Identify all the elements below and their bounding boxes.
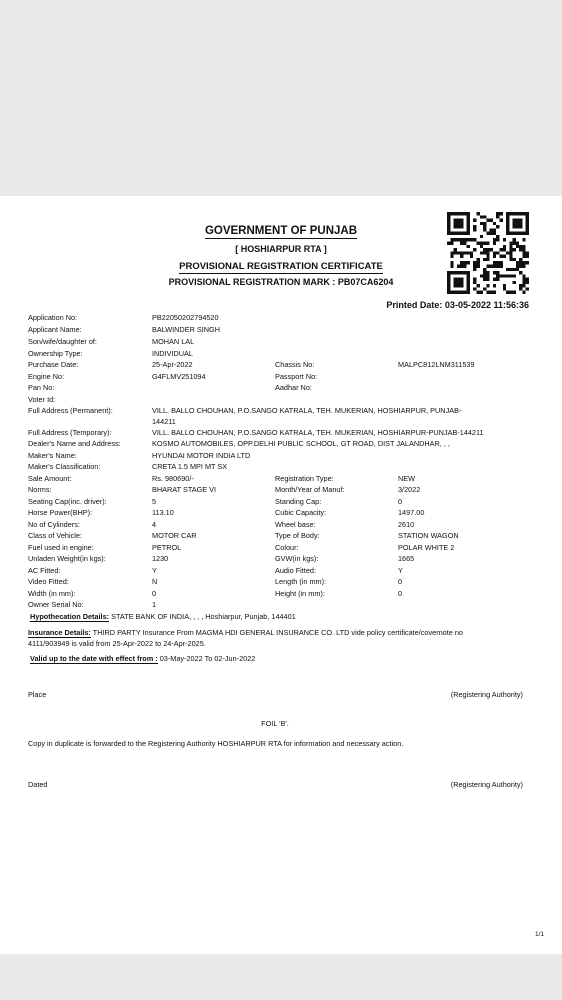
rta-name: [ HOSHIARPUR RTA ] — [235, 244, 327, 254]
label-video-fitted: Video Fitted: — [28, 577, 69, 586]
validity-details — [30, 653, 255, 664]
value-maker: HYUNDAI MOTOR INDIA LTD — [152, 451, 251, 460]
label-width: Width (in mm): — [28, 589, 76, 598]
label-norms: Norms: — [28, 485, 52, 494]
value-length: 0 — [398, 577, 403, 586]
label-address-temporary: Full Address (Temporary): — [28, 428, 112, 437]
label-applicant-name: Applicant Name: — [28, 325, 82, 334]
label-dealer: Dealer's Name and Address: — [28, 439, 121, 448]
label-engine-no: Engine No: — [28, 372, 65, 381]
value-wheel-base: 2610 — [398, 520, 415, 529]
value-height: 0 — [398, 589, 403, 598]
printed-date: Printed Date: 03-05-2022 11:56:36 — [386, 300, 529, 310]
value-video-fitted: N — [152, 577, 158, 586]
value-relation: MOHAN LAL — [152, 337, 195, 346]
label-standing: Standing Cap: — [275, 497, 322, 506]
qr-code-icon — [447, 212, 529, 294]
value-horse-power: 113.10 — [152, 508, 174, 517]
label-body-type: Type of Body: — [275, 531, 320, 540]
label-ac-fitted: AC Fitted: — [28, 566, 61, 575]
label-owner-serial: Owner Serial No: — [28, 600, 84, 609]
label-purchase-date: Purchase Date: — [28, 360, 79, 369]
label-vehicle-class: Class of Vehicle: — [28, 531, 82, 540]
label-cubic-capacity: Cubic Capacity: — [275, 508, 327, 517]
insurance-label: Insurance Details: — [28, 628, 91, 637]
value-norms: BHARAT STAGE VI — [152, 485, 217, 494]
label-voter-id: Voter Id: — [28, 395, 56, 404]
label-height: Height (in mm): — [275, 589, 325, 598]
government-title: GOVERNMENT OF PUNJAB — [204, 225, 358, 237]
value-sale-amount: Rs. 980690/- — [152, 474, 194, 483]
value-applicant-name: BALWINDER SINGH — [152, 325, 220, 334]
insurance-details — [28, 627, 528, 649]
label-colour: Colour: — [275, 543, 299, 552]
certificate-page — [0, 196, 562, 954]
registering-authority-2: (Registering Authority) — [450, 780, 523, 789]
label-passport-no: Passport No: — [275, 372, 318, 381]
registering-authority-1: (Registering Authority) — [450, 690, 523, 699]
value-manuf: 3/2022 — [398, 485, 421, 494]
label-relation: Son/wife/daughter of: — [28, 337, 97, 346]
label-horse-power: Horse Power(BHP): — [28, 508, 93, 517]
label-application-no: Application No: — [28, 313, 78, 322]
label-aadhar-no: Aadhar No: — [275, 383, 312, 392]
value-fuel: PETROL — [152, 543, 182, 552]
value-audio-fitted: Y — [398, 566, 403, 575]
value-address-permanent: VILL. BALLO CHOUHAN, P.O.SANGO KATRALA, TEH. MUKERIAN, HOSHIARPUR, PUNJAB- — [152, 406, 462, 415]
label-maker: Maker's Name: — [28, 451, 77, 460]
value-chassis-no: MALPC812LNM311539 — [398, 360, 475, 369]
label-seating: Seating Cap(inc. driver): — [28, 497, 107, 506]
value-maker-class: CRETA 1.5 MPI MT SX — [152, 462, 228, 471]
value-registration-type: NEW — [398, 474, 416, 483]
label-chassis-no: Chassis No: — [275, 360, 315, 369]
label-manuf: Month/Year of Manuf: — [275, 485, 345, 494]
insurance-value: THIRD PARTY Insurance From MAGMA HDI GENERAL INSURANCE CO. LTD vide policy certificate/covernote no — [90, 628, 463, 637]
value-engine-no: G4FLMV251094 — [152, 372, 206, 381]
label-ownership-type: Ownership Type: — [28, 349, 83, 358]
copy-note: Copy in duplicate is forwarded to the Registering Authority HOSHIARPUR RTA for information and necessary action. — [28, 739, 404, 748]
value-owner-serial: 1 — [152, 600, 157, 609]
value-address-temporary: VILL. BALLO CHOUHAN, P.O.SANGO KATRALA, TEH. MUKERIAN, HOSHIARPUR-PUNJAB-144211 — [152, 428, 484, 437]
value-gvw: 1665 — [398, 554, 415, 563]
value-unladen-weight: 1230 — [152, 554, 169, 563]
label-cylinders: No of Cylinders: — [28, 520, 80, 529]
label-fuel: Fuel used in engine: — [28, 543, 94, 552]
certificate-title: PROVISIONAL REGISTRATION CERTIFICATE — [179, 261, 383, 272]
label-registration-type: Registration Type: — [275, 474, 334, 483]
validity-label: Valid up to the date with effect from : — [30, 654, 158, 663]
label-audio-fitted: Audio Fitted: — [275, 566, 316, 575]
value-cylinders: 4 — [152, 520, 157, 529]
label-address-permanent: Full Address (Permanent): — [28, 406, 113, 415]
label-wheel-base: Wheel base: — [275, 520, 316, 529]
insurance-value-cont: 4111/903949 is valid from 25-Apr-2022 to 24-Apr-2025. — [28, 639, 206, 648]
page-number: 1/1 — [534, 931, 544, 938]
value-ac-fitted: Y — [152, 566, 157, 575]
registration-mark: PROVISIONAL REGISTRATION MARK : PB07CA6204 — [168, 277, 394, 287]
label-maker-class: Maker's Classification: — [28, 462, 101, 471]
foil-label: FOIL 'B'. — [261, 719, 289, 728]
value-address-permanent-cont: 144211 — [152, 417, 176, 426]
label-gvw: GVW(in kgs): — [275, 554, 319, 563]
value-body-type: STATION WAGON — [398, 531, 459, 540]
hypothecation-value: STATE BANK OF INDIA, , , , Hoshiarpur, Punjab, 144401 — [109, 612, 296, 621]
hypothecation-details — [30, 611, 296, 622]
value-cubic-capacity: 1497.00 — [398, 508, 425, 517]
label-length: Length (in mm): — [275, 577, 327, 586]
label-unladen-weight: Unladen Weight(in kgs): — [28, 554, 106, 563]
place-label: Place — [28, 690, 47, 699]
label-sale-amount: Sale Amount: — [28, 474, 72, 483]
value-purchase-date: 25-Apr-2022 — [152, 360, 193, 369]
value-dealer: KOSMO AUTOMOBILES, OPP.DELHI PUBLIC SCHOOL, GT ROAD, DIST JALANDHAR, , , — [152, 439, 450, 448]
validity-value: 03-May-2022 To 02-Jun-2022 — [157, 654, 256, 663]
value-ownership-type: INDIVIDUAL — [152, 349, 193, 358]
value-seating: 5 — [152, 497, 157, 506]
value-standing: 0 — [398, 497, 403, 506]
value-application-no: PB22050202794520 — [152, 313, 219, 322]
value-width: 0 — [152, 589, 157, 598]
value-vehicle-class: MOTOR CAR — [152, 531, 197, 540]
label-pan-no: Pan No: — [28, 383, 55, 392]
value-colour: POLAR WHITE 2 — [398, 543, 455, 552]
dated-label: Dated — [28, 780, 48, 789]
hypothecation-label: Hypothecation Details: — [30, 612, 110, 621]
